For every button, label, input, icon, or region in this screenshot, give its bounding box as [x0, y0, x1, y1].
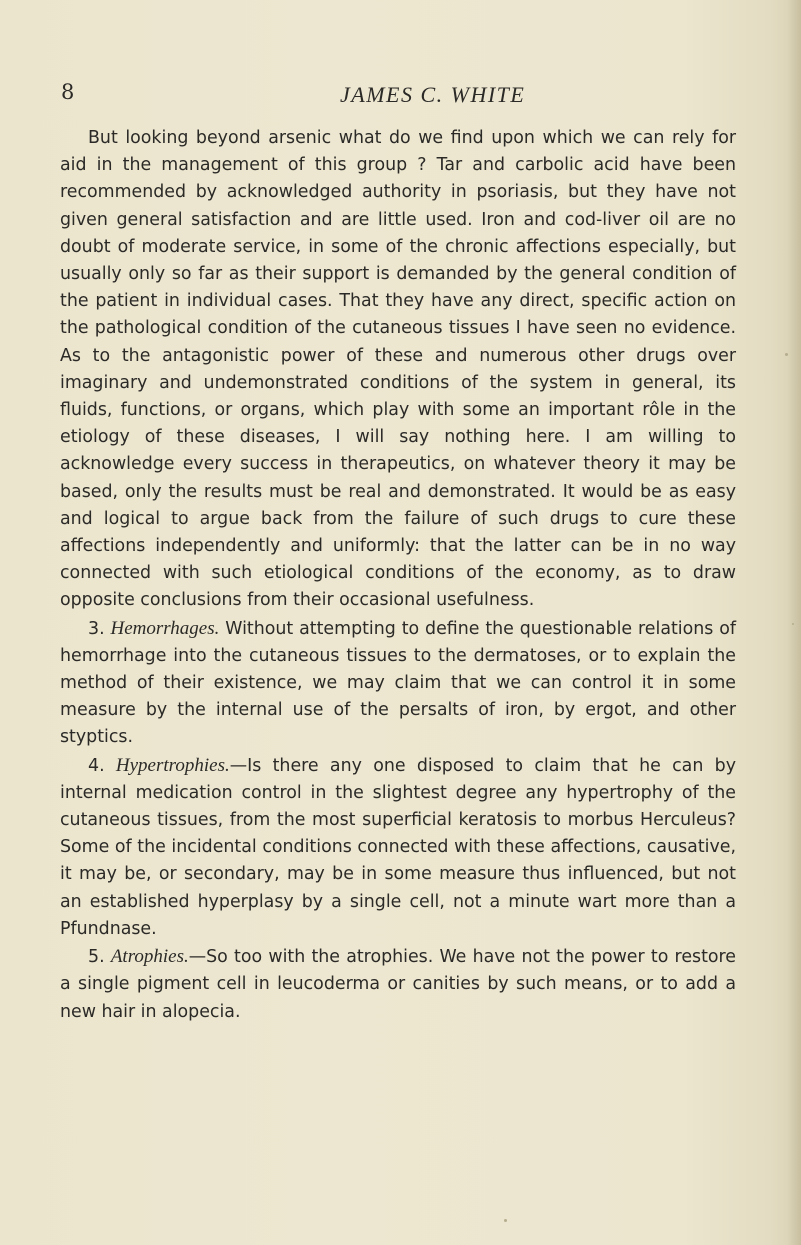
section-text: —Is there any one disposed to claim that he can by internal medication control in the slightest degree any hypertrophy of the cutaneous tissues, from the most superficial keratosis to morbus Herculeus? Some of the incidental conditions connected with these affections, causative, it may be, or secondary, may be in some measure thus influenced, but not an established hyperplasy by a single cell, not a minute wart more than a Pfundnase. — [60, 755, 736, 939]
running-head: JAMES C. WHITE — [340, 82, 526, 107]
section-heading: Hemorrhages. — [110, 617, 220, 639]
section-number: 5. — [88, 947, 105, 968]
paper-speck — [504, 1219, 507, 1222]
paper-speck — [792, 623, 794, 625]
body-text — [60, 125, 736, 1026]
section-hypertrophies — [60, 752, 736, 943]
section-text: Without attempting to define the questionable relations of hemorrhage into the cutaneous tissues to the dermatoses, or to explain the method of their existence, we may claim that we can control it in some measure by the internal use of the persalts of iron, by ergot, and other styptics. — [60, 618, 736, 748]
section-number: 3. — [88, 618, 105, 639]
page-edge-shadow — [787, 0, 801, 1245]
page-header — [0, 80, 801, 110]
section-text: —So too with the atrophies. We have not the power to restore a single pigment cell in leucoderma or canities by such means, or to add a new hair in alopecia. — [60, 947, 737, 1022]
section-atrophies — [60, 943, 736, 1026]
paper-speck — [785, 353, 788, 356]
section-number: 4. — [88, 755, 105, 776]
section-hemorrhages — [60, 615, 736, 752]
page-number: 8 — [61, 80, 76, 104]
section-heading: Atrophies. — [110, 946, 189, 968]
section-heading: Hypertrophies. — [115, 754, 230, 776]
paragraph-1: But looking beyond arsenic what do we find upon which we can rely for aid in the management of this group ? Tar and carbolic acid have been recommended by acknowledged authority in psoriasis, but they have not given general satisfaction and are little used. Iron and cod-liver oil are no doubt of moderate service, in some of the chronic affections especially, but usually only so far as their support is demanded by the general condition of the patient in individual cases. That they have any direct, specific action on the pathological condition of the cutaneous tissues I have seen no evidence. As to the antagonistic power of these and numerous other drugs over imaginary and undemonstrated conditions of the system in general, its fluids, functions, or organs, which play with some an important rôle in the etiology of these diseases, I will say nothing here. I am willing to acknowledge every success in therapeutics, on whatever theory it may be based, only the results must be real and demonstrated. It would be as easy and logical to argue back from the failure of such drugs to cure these affections independently and uniformly: that the latter can be in no way connected with such etiological conditions of the economy, as to draw opposite conclusions from their occasional usefulness. — [60, 128, 736, 611]
